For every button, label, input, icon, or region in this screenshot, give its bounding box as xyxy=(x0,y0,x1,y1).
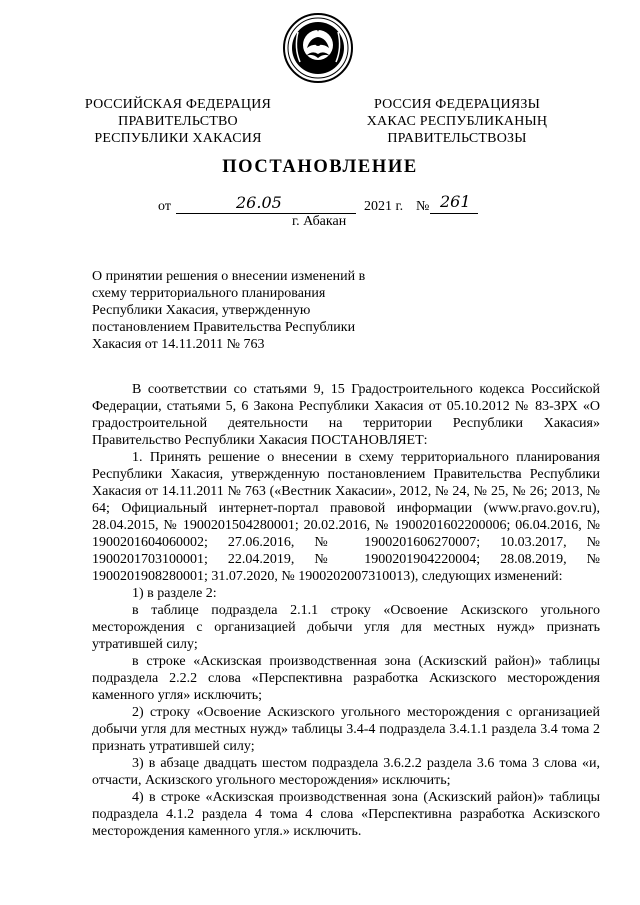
paragraph-subitem-4: 4) в строке «Аскизская производственная зона (Аскизский район)» таблицы подраздела 4.1.2 раздела 4 тома 4 слова «Перспективна разработка Аскизского месторождения каменного угля.» исключить. xyxy=(92,790,600,839)
subject-line-2: схему территориального планирования xyxy=(92,286,326,301)
city-label: г. Абакан xyxy=(292,214,347,229)
header-right-line-2: ХАКАС РЕСПУБЛИКАНЫҢ xyxy=(366,114,548,129)
coat-of-arms-icon xyxy=(282,12,354,84)
from-prefix: от xyxy=(158,199,171,214)
subject-line-5: Хакасия от 14.11.2011 № 763 xyxy=(92,337,265,352)
document-subject xyxy=(92,268,368,353)
header-right xyxy=(352,96,562,147)
paragraph-subitem-1b: в строке «Аскизская производственная зона (Аскизский район)» таблицы подраздела 2.2.2 слова «Перспективна разработка Аскизского месторождения каменного угля» исключить; xyxy=(92,654,600,703)
header-left-line-1: РОССИЙСКАЯ ФЕДЕРАЦИЯ xyxy=(84,97,272,112)
year-label: 2021 г. xyxy=(364,199,404,214)
header-left xyxy=(80,96,276,147)
header-left-line-3: РЕСПУБЛИКИ ХАКАСИЯ xyxy=(94,131,262,146)
date-handwritten: 26.05 xyxy=(236,193,282,212)
paragraph-item-1: 1. Принять решение о внесении в схему территориального планирования Республики Хакасия, утвержденную постановлением Правительства Республики Хакасия от 14.11.2011 № 763 («Вестник Хакасии», 2012, № 24, № 25, № 26; 2013, № 64; Официальный интернет-портал правовой информации (www.pravo.gov.ru), 28.04.2015, № 1900201504280001; 20.02.2016, № 1900201602200006; 06.04.2016, № 1900201604060002; 27.06.2016, № 1900201606270007; 10.03.2017, № 1900201703100001; 22.04.2019, № 1900201904220004; 28.08.2019, № 1900201908280001; 31.07.2020, № 1900202007310013), следующих изменений: xyxy=(92,450,600,584)
document-body xyxy=(92,381,600,840)
document-title: ПОСТАНОВЛЕНИЕ xyxy=(222,157,418,177)
paragraph-preamble: В соответствии со статьями 9, 15 Градостроительного кодекса Российской Федерации, статьями 5, 6 Закона Республики Хакасия от 05.10.2012 № 83-ЗРХ «О градостроительной деятельности на территории Республики Хакасия» Правительство Республики Хакасия ПОСТАНОВЛЯЕТ: xyxy=(92,382,600,448)
coat-of-arms xyxy=(282,12,354,84)
header-left-line-2: ПРАВИТЕЛЬСТВО xyxy=(118,114,238,129)
number-sign: № xyxy=(416,199,430,214)
paragraph-subitem-2: 2) строку «Освоение Аскизского угольного месторождения с организацией добычи угля для местных нужд» таблицы 3.4-4 подраздела 3.4.1.1 раздела 3.4 тома 2 признать утратившей силу; xyxy=(92,705,600,754)
header-right-line-3: ПРАВИТЕЛЬСТВОЗЫ xyxy=(387,131,527,146)
subject-line-1: О принятии решения о внесении изменений в xyxy=(92,269,366,284)
number-handwritten: 261 xyxy=(440,192,471,211)
number-underline xyxy=(430,213,478,214)
paragraph-subitem-1: 1) в разделе 2: xyxy=(132,586,217,601)
header-right-line-1: РОССИЯ ФЕДЕРАЦИЯЗЫ xyxy=(373,97,541,112)
subject-line-4: постановлением Правительства Республики xyxy=(92,320,356,335)
paragraph-subitem-1a: в таблице подраздела 2.1.1 строку «Освоение Аскизского угольного месторождения с организацией добычи угля для местных нужд» признать утратившей силу; xyxy=(92,603,600,652)
paragraph-subitem-3: 3) в абзаце двадцать шестом подраздела 3.6.2.2 раздела 3.6 тома 3 слова «и, отчасти, Аскизского угольного месторождения» исключить; xyxy=(92,756,600,788)
subject-line-3: Республики Хакасия, утвержденную xyxy=(92,303,311,318)
